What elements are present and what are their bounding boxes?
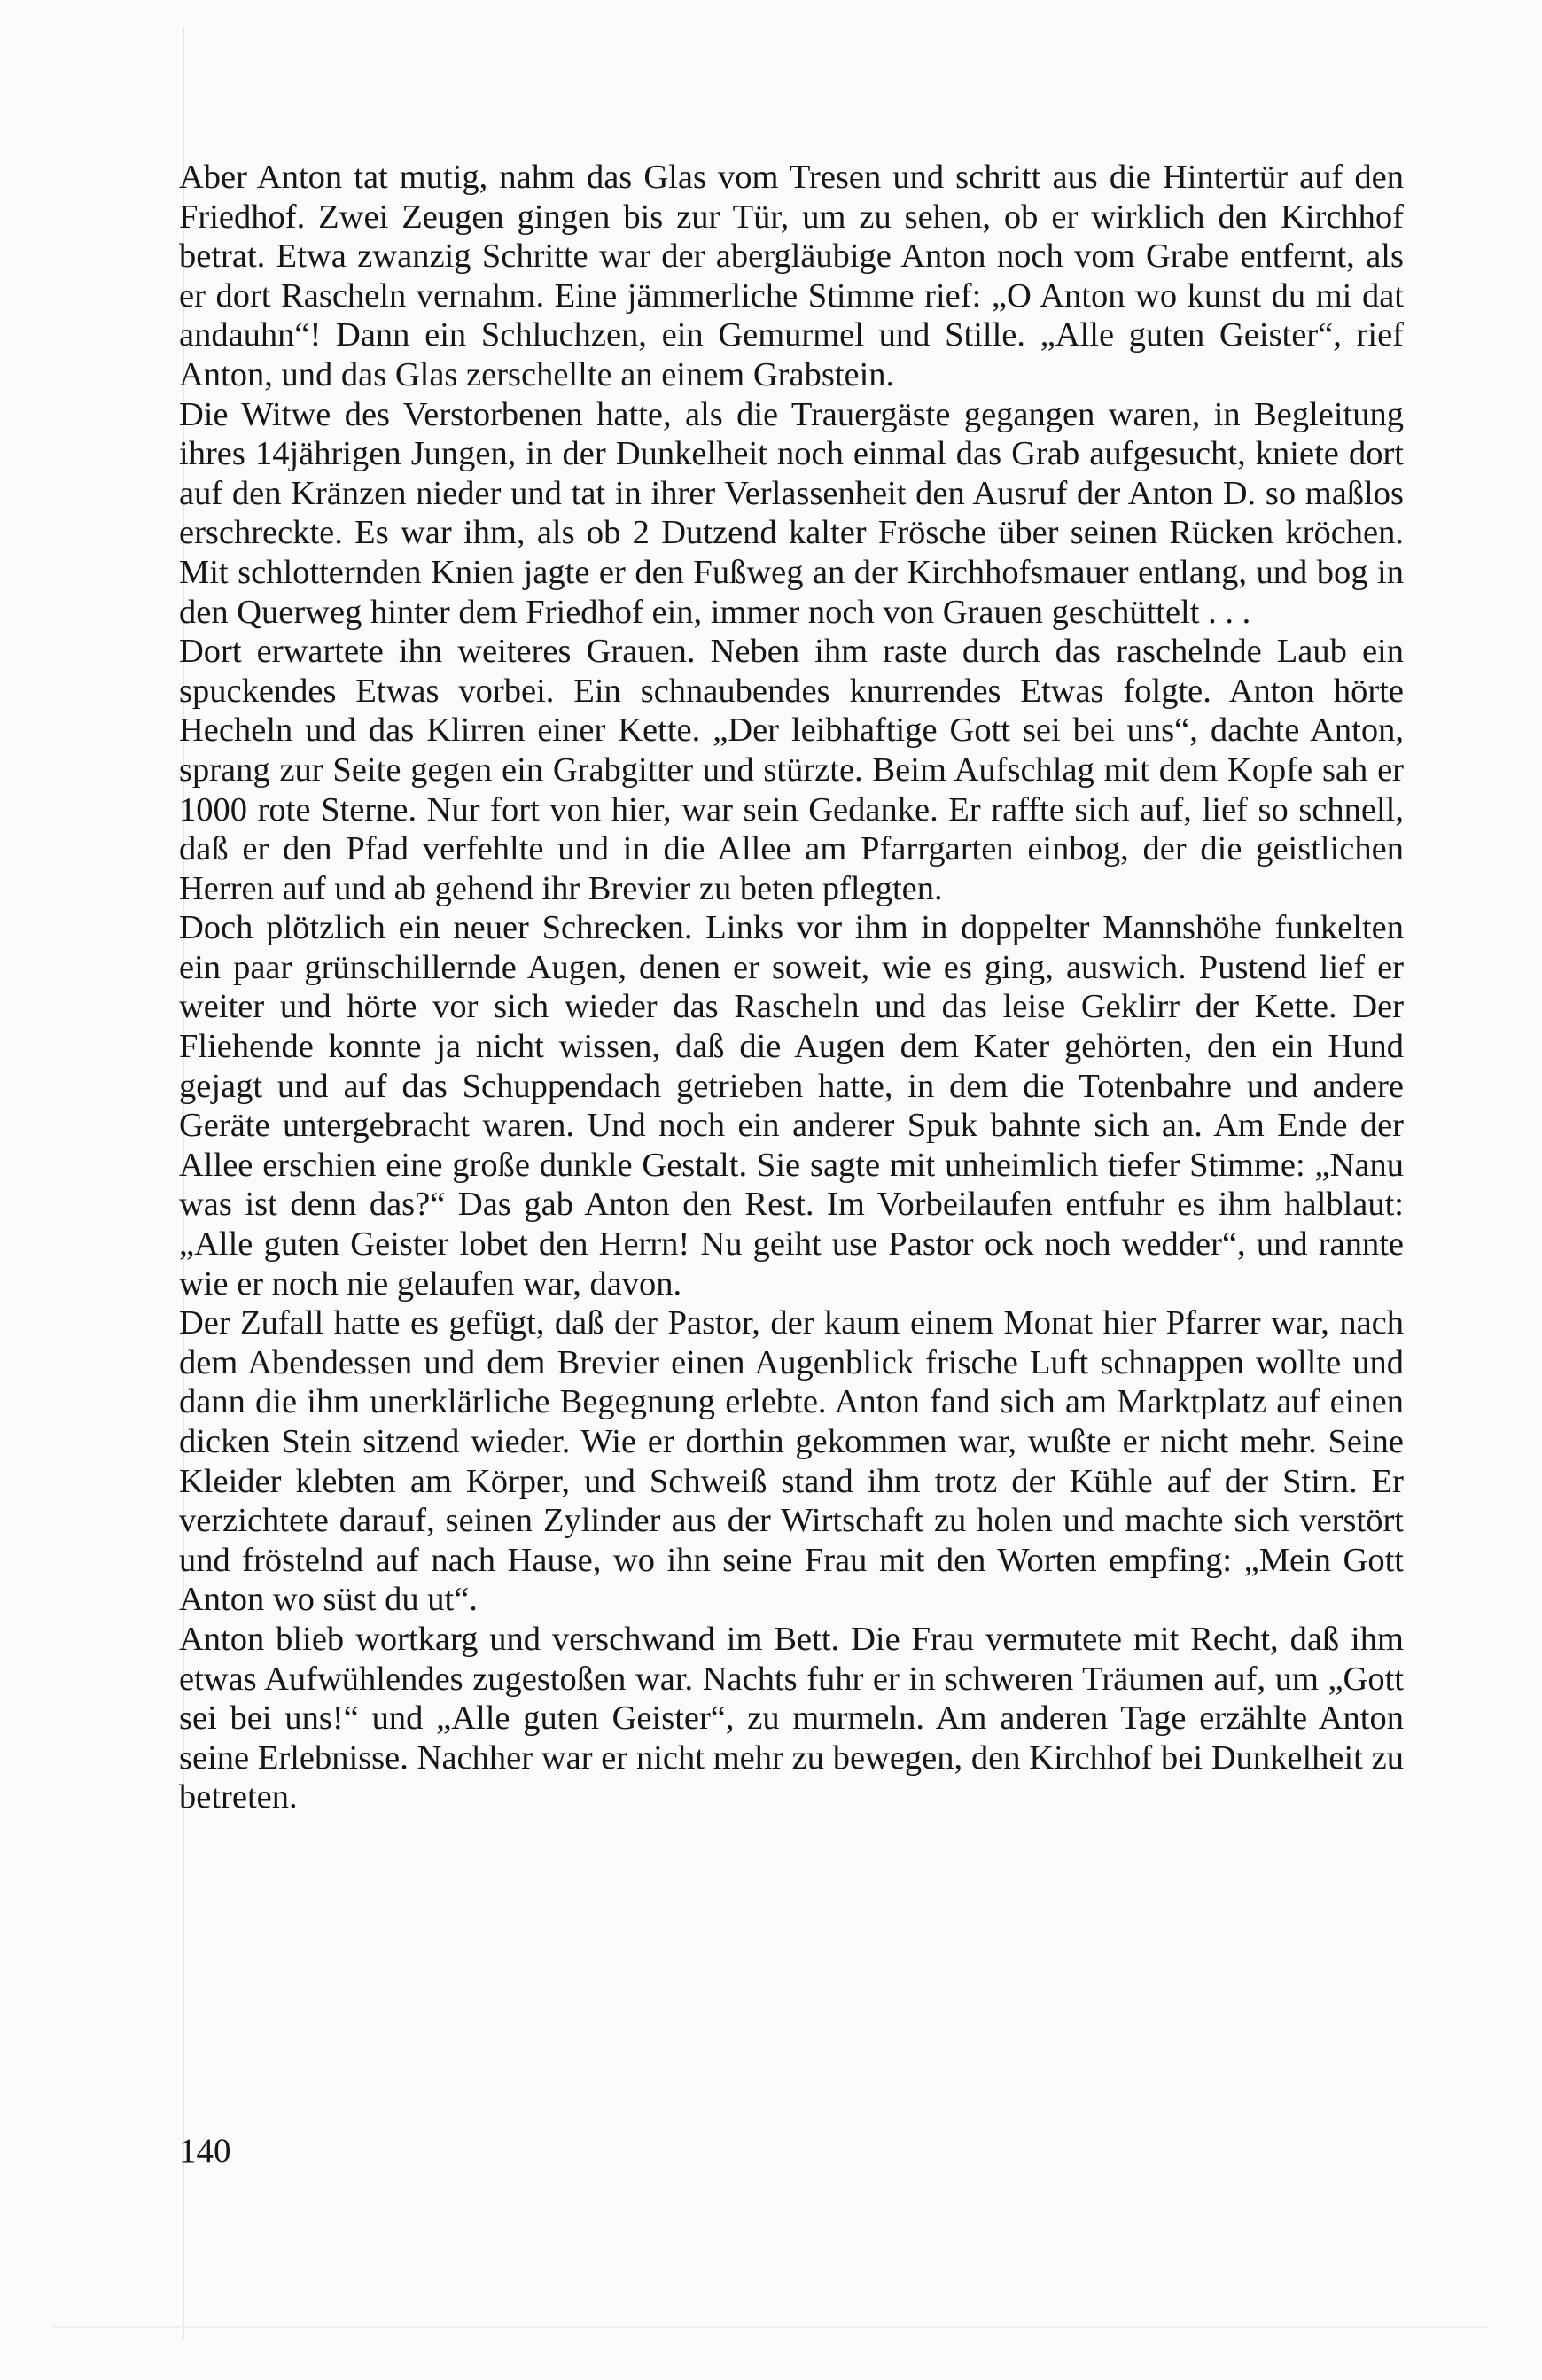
paragraph: Die Witwe des Verstorbenen hatte, als die Trauergäste gegangen waren, in Begleitung ihres 14jährigen Jungen, in der Dunkelheit noch einmal das Grab aufgesucht, kniete dort auf den Kränzen nieder und tat in ihrer Verlassenheit den Ausruf der Anton D. so maßlos erschreckte. Es war ihm, als ob 2 Dutzend kalter Frösche über seinen Rücken kröchen. Mit schlotternden Knien jagte er den Fußweg an der Kirchhofsmauer entlang, und bog in den Querweg hinter dem Friedhof ein, immer noch von Grauen geschüttelt . . . <box>179 395 1404 631</box>
body-text <box>179 158 1404 1817</box>
paragraph: Doch plötzlich ein neuer Schrecken. Links vor ihm in doppelter Mannshöhe funkelten ein paar grünschillernde Augen, denen er soweit, wie es ging, auswich. Pustend lief er weiter und hörte vor sich wieder das Rascheln und das leise Geklirr der Kette. Der Fliehende konnte ja nicht wissen, daß die Augen dem Kater gehörten, den ein Hund gejagt und auf das Schuppendach getrieben hatte, in dem die Totenbahre und andere Geräte untergebracht waren. Und noch ein anderer Spuk bahnte sich an. Am Ende der Allee erschien eine große dunkle Gestalt. Sie sagte mit unheimlich tiefer Stimme: „Nanu was ist denn das?“ Das gab Anton den Rest. Im Vorbeilaufen entfuhr es ihm halblaut: „Alle guten Geister lobet den Herrn! Nu geiht use Pastor ock noch wedder“, und rannte wie er noch nie gelaufen war, davon. <box>179 909 1404 1303</box>
paragraph: Der Zufall hatte es gefügt, daß der Pastor, der kaum einem Monat hier Pfarrer war, nach dem Abendessen und dem Brevier einen Augenblick frische Luft schnappen wollte und dann die ihm unerklärliche Begegnung erlebte. Anton fand sich am Marktplatz auf einen dicken Stein sitzend wieder. Wie er dorthin gekommen war, wußte er nicht mehr. Seine Kleider klebten am Körper, und Schweiß stand ihm trotz der Kühle auf der Stirn. Er verzichtete darauf, seinen Zylinder aus der Wirtschaft zu holen und machte sich verstört und fröstelnd auf nach Hause, wo ihn seine Frau mit den Worten empfing: „Mein Gott Anton wo süst du ut“. <box>179 1304 1404 1619</box>
page-number: 140 <box>179 2132 231 2170</box>
page-bottom-edge <box>53 2326 1489 2328</box>
paragraph: Anton blieb wortkarg und verschwand im Bett. Die Frau vermutete mit Recht, daß ihm etwas Aufwühlendes zugestoßen war. Nachts fuhr er in schweren Träumen auf, um „Gott sei bei uns!“ und „Alle guten Geister“, zu murmeln. Am anderen Tage erzählte Anton seine Erlebnisse. Nachher war er nicht mehr zu bewegen, den Kirchhof bei Dunkelheit zu betreten. <box>179 1620 1404 1816</box>
paragraph: Dort erwartete ihn weiteres Grauen. Neben ihm raste durch das raschelnde Laub ein spuckendes Etwas vorbei. Ein schnaubendes knurrendes Etwas folgte. Anton hörte Hecheln und das Klirren einer Kette. „Der leibhaftige Gott sei bei uns“, dachte Anton, sprang zur Seite gegen ein Grabgitter und stürzte. Beim Aufschlag mit dem Kopfe sah er 1000 rote Sterne. Nur fort von hier, war sein Gedanke. Er raffte sich auf, lief so schnell, daß er den Pfad verfehlte und in die Allee am Pfarrgarten einbog, der die geistlichen Herren auf und ab gehend ihr Brevier zu beten pflegten. <box>179 633 1404 907</box>
paragraph: Aber Anton tat mutig, nahm das Glas vom Tresen und schritt aus die Hintertür auf den Friedhof. Zwei Zeugen gingen bis zur Tür, um zu sehen, ob er wirklich den Kirchhof betrat. Etwa zwanzig Schritte war der abergläubige Anton noch vom Grabe entfernt, als er dort Rascheln vernahm. Eine jämmerliche Stimme rief: „O Anton wo kunst du mi dat andauhn“! Dann ein Schluchzen, ein Gemurmel und Stille. „Alle guten Geister“, rief Anton, und das Glas zerschellte an einem Grabstein. <box>179 159 1404 393</box>
